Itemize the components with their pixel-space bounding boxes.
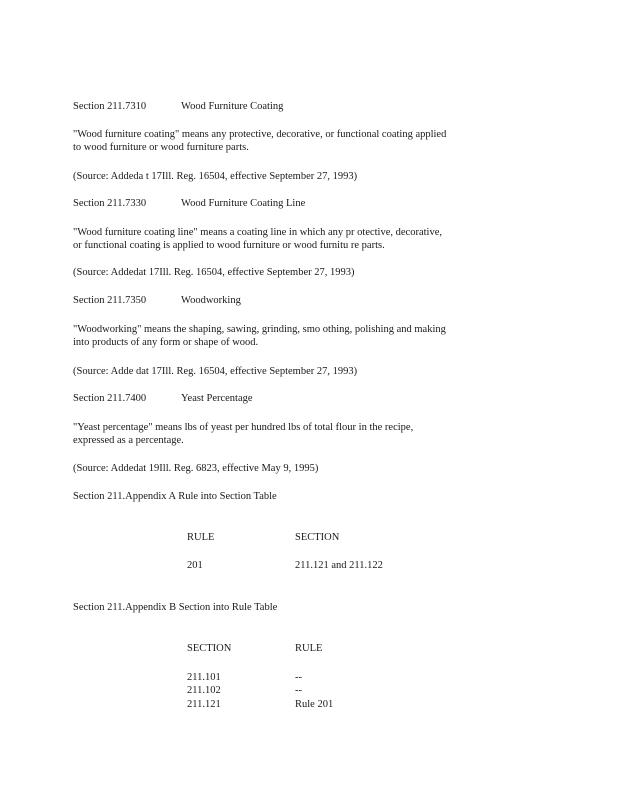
section-title: Wood Furniture Coating — [181, 101, 284, 112]
section-number: Section 211.7350 — [73, 295, 147, 306]
section-heading — [73, 295, 241, 307]
source-note: (Source: Adde dat 17Ill. Reg. 16504, effective September 27, 1993) — [73, 366, 358, 377]
column-header-rule: RULE — [295, 643, 323, 654]
section-heading — [73, 393, 253, 405]
section-title: Woodworking — [181, 295, 241, 306]
section-cell: 211.121 and 211.122 — [295, 560, 383, 571]
column-header-rule: RULE — [187, 532, 215, 543]
appendix-b-heading: Section 211.Appendix B Section into Rule Table — [73, 602, 278, 613]
section-heading — [73, 101, 283, 113]
source-note: (Source: Addedat 19Ill. Reg. 6823, effective May 9, 1995) — [73, 463, 319, 474]
definition-paragraph — [73, 323, 513, 349]
definition-line: into products of any form or shape of wood. — [73, 337, 259, 348]
rule-cell: 201 — [187, 560, 203, 571]
section-heading — [73, 198, 305, 210]
rule-cell: -- — [295, 685, 302, 696]
column-header-section: SECTION — [187, 643, 232, 654]
definition-line: or functional coating is applied to wood furniture or wood furnitu re parts. — [73, 240, 385, 251]
definition-paragraph — [73, 226, 513, 252]
section-number: Section 211.7330 — [73, 198, 147, 209]
appendix-a-heading: Section 211.Appendix A Rule into Section Table — [73, 491, 277, 502]
section-cell: 211.121 — [187, 699, 221, 710]
section-cell: 211.102 — [187, 685, 221, 696]
section-number: Section 211.7310 — [73, 101, 147, 112]
section-number: Section 211.7400 — [73, 393, 147, 404]
definition-line: to wood furniture or wood furniture parts. — [73, 142, 249, 153]
definition-paragraph — [73, 421, 513, 447]
rule-cell: Rule 201 — [295, 699, 334, 710]
definition-paragraph — [73, 128, 513, 154]
section-cell: 211.101 — [187, 672, 221, 683]
definition-line: "Yeast percentage" means lbs of yeast per hundred lbs of total flour in the recipe, — [73, 422, 414, 433]
section-title: Wood Furniture Coating Line — [181, 198, 306, 209]
rule-cell: -- — [295, 672, 302, 683]
definition-line: "Wood furniture coating line" means a coating line in which any pr otective, decorative, — [73, 227, 442, 238]
source-note: (Source: Addedat 17Ill. Reg. 16504, effective September 27, 1993) — [73, 267, 355, 278]
section-title: Yeast Percentage — [181, 393, 253, 404]
definition-line: "Woodworking" means the shaping, sawing, grinding, smo othing, polishing and making — [73, 324, 446, 335]
definition-line: "Wood furniture coating" means any protective, decorative, or functional coating applied — [73, 129, 447, 140]
definition-line: expressed as a percentage. — [73, 435, 184, 446]
source-note: (Source: Addeda t 17Ill. Reg. 16504, effective September 27, 1993) — [73, 171, 358, 182]
column-header-section: SECTION — [295, 532, 340, 543]
